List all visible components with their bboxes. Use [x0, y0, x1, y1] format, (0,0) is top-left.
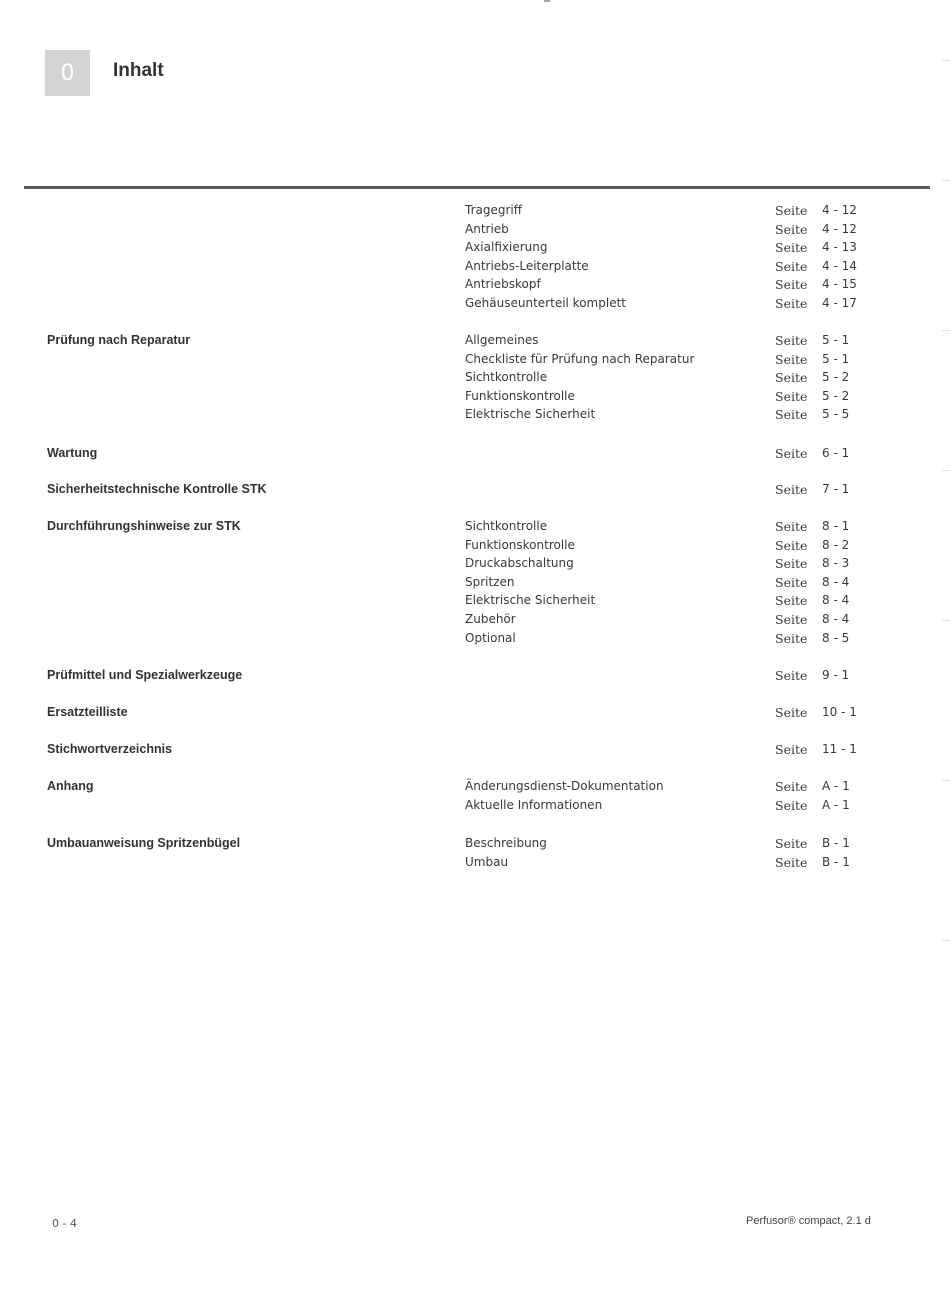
- toc-entry-page: B - 1: [822, 854, 850, 869]
- toc-entry-page: A - 1: [822, 797, 850, 812]
- toc-entry-page: 11 - 1: [822, 742, 857, 756]
- toc-entry-page: 4 - 12: [822, 203, 857, 217]
- toc-entry-seite: Seite: [775, 388, 808, 404]
- toc-section-title: Sicherheitstechnische Kontrolle STK: [47, 482, 267, 496]
- toc-entry-label: Zubehör: [465, 612, 516, 626]
- toc-entry-page: A - 1: [822, 779, 850, 793]
- chapter-number: 0: [60, 60, 75, 86]
- toc-entry-page: 5 - 2: [822, 388, 850, 403]
- toc-entry-seite: Seite: [775, 630, 808, 646]
- toc-entry-label: Beschreibung: [465, 836, 547, 850]
- toc-entry-page: 10 - 1: [822, 705, 857, 719]
- toc-entry-label: Aktuelle Informationen: [465, 797, 603, 812]
- toc-entry-seite: Seite: [775, 537, 808, 553]
- toc-entry-label: Antrieb: [465, 221, 509, 236]
- toc-entry-seite: Seite: [775, 258, 808, 274]
- toc-entry-seite: Seite: [775, 705, 808, 720]
- header-divider: [24, 186, 930, 189]
- toc-entry-page: 5 - 1: [822, 351, 850, 366]
- toc-section-title: Anhang: [47, 779, 94, 793]
- toc-entry-page: 8 - 1: [822, 519, 850, 533]
- toc-entry-label: Checkliste für Prüfung nach Reparatur: [465, 351, 695, 366]
- toc-entry-seite: Seite: [775, 446, 808, 461]
- toc-entry-page: B - 1: [822, 836, 850, 850]
- toc-entry-seite: Seite: [775, 240, 808, 256]
- edge-tick: [942, 470, 950, 471]
- toc-section-title: Prüfmittel und Spezialwerkzeuge: [47, 668, 243, 682]
- toc-section-title: Durchführungshinweise zur STK: [47, 519, 241, 533]
- toc-entry-page: 4 - 13: [822, 240, 857, 255]
- toc-entry-label: Elektrische Sicherheit: [465, 593, 596, 608]
- toc-entry-seite: Seite: [775, 296, 808, 311]
- toc-section-title: Umbauanweisung Spritzenbügel: [47, 836, 241, 850]
- edge-tick: [942, 940, 950, 941]
- toc-entry-seite: Seite: [775, 203, 808, 218]
- toc-entry-page: 9 - 1: [822, 668, 850, 682]
- page-title: Inhalt: [113, 60, 164, 81]
- toc-entry-label: Antriebs-Leiterplatte: [465, 258, 589, 273]
- toc-entry-label: Gehäuseunterteil komplett: [465, 296, 626, 310]
- toc-entry-seite: Seite: [775, 407, 808, 423]
- toc-entry-page: 5 - 2: [822, 370, 850, 385]
- toc-section-title: Prüfung nach Reparatur: [47, 333, 191, 347]
- toc-section-title: Stichwortverzeichnis: [47, 742, 173, 756]
- toc-entry-seite: Seite: [775, 351, 808, 367]
- toc-entry-seite: Seite: [775, 742, 808, 757]
- scan-mark: [544, 0, 550, 2]
- toc-entry-seite: Seite: [775, 277, 808, 293]
- toc-entry-page: 8 - 5: [822, 630, 850, 645]
- toc-entry-page: 8 - 4: [822, 612, 850, 626]
- toc-entry-seite: Seite: [775, 612, 808, 627]
- toc-entry-label: Spritzen: [465, 574, 515, 589]
- toc-entry-page: 8 - 4: [822, 593, 850, 608]
- edge-tick: [942, 780, 950, 781]
- edge-tick: [942, 60, 950, 61]
- toc-entry-page: 5 - 1: [822, 333, 850, 347]
- toc-entry-seite: Seite: [775, 797, 808, 813]
- toc-entry-seite: Seite: [775, 779, 808, 794]
- toc-entry-seite: Seite: [775, 836, 808, 851]
- footer-page-number: 0 - 4: [52, 1217, 77, 1230]
- toc-entry-seite: Seite: [775, 221, 808, 237]
- edge-tick: [942, 180, 950, 181]
- toc-entry-seite: Seite: [775, 370, 808, 386]
- toc-entry-label: Änderungsdienst-Dokumentation: [465, 779, 664, 793]
- toc-entry-page: 8 - 2: [822, 537, 850, 552]
- toc-entry-label: Allgemeines: [465, 333, 539, 347]
- toc-entry-page: 4 - 17: [822, 296, 857, 310]
- toc-entry-label: Sichtkontrolle: [465, 370, 548, 385]
- toc-entry-label: Tragegriff: [465, 203, 523, 217]
- toc-entry-label: Antriebskopf: [465, 277, 541, 292]
- edge-tick: [942, 620, 950, 621]
- toc-entry-label: Funktionskontrolle: [465, 388, 575, 403]
- toc-entry-seite: Seite: [775, 593, 808, 609]
- toc-entry-page: 5 - 5: [822, 407, 850, 422]
- toc-entry-label: Axialfixierung: [465, 240, 548, 255]
- toc-entry-seite: Seite: [775, 482, 808, 497]
- toc-entry-page: 4 - 12: [822, 221, 857, 236]
- toc-entry-page: 8 - 3: [822, 556, 850, 571]
- toc-entry-seite: Seite: [775, 574, 808, 590]
- chapter-number-box: [45, 50, 90, 96]
- toc-entry-seite: Seite: [775, 333, 808, 348]
- toc-entry-label: Funktionskontrolle: [465, 537, 575, 552]
- toc-entry-label: Umbau: [465, 854, 509, 869]
- toc-section-title: Ersatzteilliste: [47, 705, 128, 719]
- toc-entry-seite: Seite: [775, 519, 808, 534]
- edge-tick: [942, 330, 950, 331]
- toc-entry-page: 8 - 4: [822, 574, 850, 589]
- toc-entry-label: Sichtkontrolle: [465, 519, 548, 533]
- toc-entry-label: Elektrische Sicherheit: [465, 407, 596, 422]
- toc-entry-seite: Seite: [775, 556, 808, 572]
- footer-document-name: Perfusor® compact, 2.1 d: [746, 1215, 871, 1227]
- toc-entry-page: 6 - 1: [822, 446, 850, 460]
- toc-entry-seite: Seite: [775, 854, 808, 870]
- toc-entry-page: 7 - 1: [822, 482, 850, 496]
- toc-entry-page: 4 - 15: [822, 277, 857, 292]
- toc-section-title: Wartung: [47, 446, 98, 460]
- toc-entry-label: Optional: [465, 630, 516, 645]
- toc-entry-label: Druckabschaltung: [465, 556, 574, 571]
- toc-entry-seite: Seite: [775, 668, 808, 683]
- toc-entry-page: 4 - 14: [822, 258, 857, 273]
